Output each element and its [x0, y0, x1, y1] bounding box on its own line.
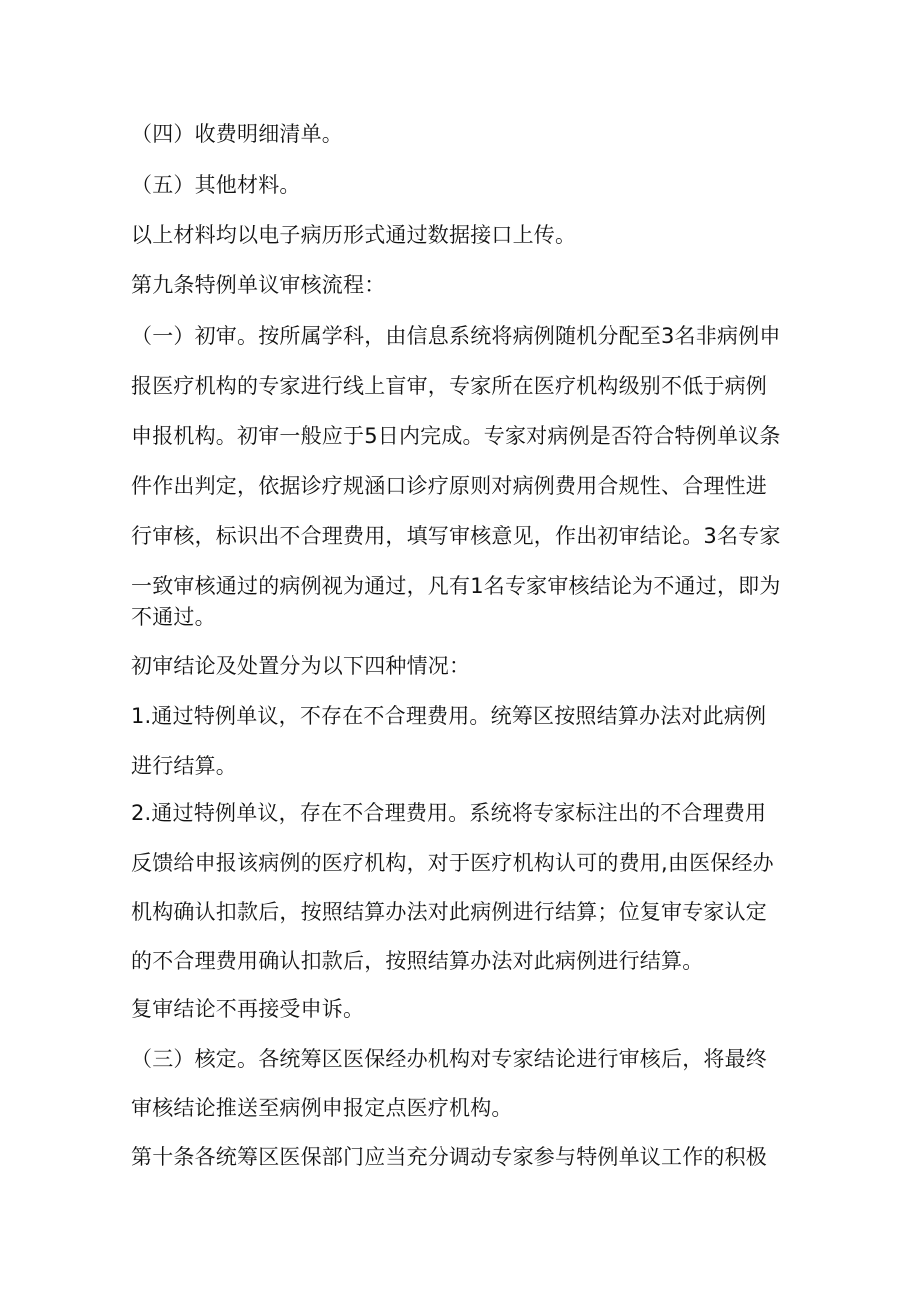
review-final-note: 复审结论不再接受申诉。	[131, 997, 365, 1021]
item-three-line-2: 审核结论推送至病例申报定点医疗机构。	[131, 1096, 513, 1120]
item-three-line-1: （三）核定。各统筹区医保经办机构对专家结论进行审核后，将最终	[131, 1047, 767, 1071]
upload-note: 以上材料均以电子病历形式通过数据接口上传。	[131, 223, 577, 247]
case-two-line-3: 机构确认扣款后，按照结算办法对此病例进行结算；位复审专家认定	[131, 900, 767, 924]
initial-review-line-5: 行审核，标识出不合理费用，填写审核意见，作出初审结论。3名专家	[131, 524, 781, 548]
initial-review-line-1: （一）初审。按所属学科，由信息系统将病例随机分配至3名非病例申	[131, 324, 781, 348]
case-two-line-2: 反馈给申报该病例的医疗机构，对于医疗机构认可的费用,由医保经办	[131, 851, 774, 875]
item-five-other-materials: （五）其他材料。	[131, 173, 301, 197]
initial-review-line-3: 申报机构。初审一般应于5日内完成。专家对病例是否符合特例单议条	[131, 424, 781, 448]
case-one-line-2: 进行结算。	[131, 754, 237, 778]
conclusion-intro: 初审结论及处置分为以下四种情况：	[131, 654, 471, 678]
case-one-line-1: 1.通过特例单议，不存在不合理费用。统筹区按照结算办法对此病例	[131, 704, 767, 728]
case-two-line-1: 2.通过特例单议，存在不合理费用。系统将专家标注出的不合理费用	[131, 801, 767, 825]
initial-review-line-7: 不通过。	[131, 605, 216, 629]
item-four-fee-list: （四）收费明细清单。	[131, 122, 343, 146]
initial-review-line-6: 一致审核通过的病例视为通过，凡有1名专家审核结论为不通过，即为	[131, 574, 781, 598]
article-ten-line-1: 第十条各统筹区医保部门应当充分调动专家参与特例单议工作的积极	[131, 1145, 767, 1169]
initial-review-line-2: 报医疗机构的专家进行线上盲审，专家所在医疗机构级别不低于病例	[131, 374, 767, 398]
case-two-line-4: 的不合理费用确认扣款后，按照结算办法对此病例进行结算。	[131, 949, 704, 973]
initial-review-line-4: 件作出判定，依据诊疗规涵口诊疗原则对病例费用合规性、合理性进	[131, 474, 767, 498]
article-nine-heading: 第九条特例单议审核流程：	[131, 273, 386, 297]
